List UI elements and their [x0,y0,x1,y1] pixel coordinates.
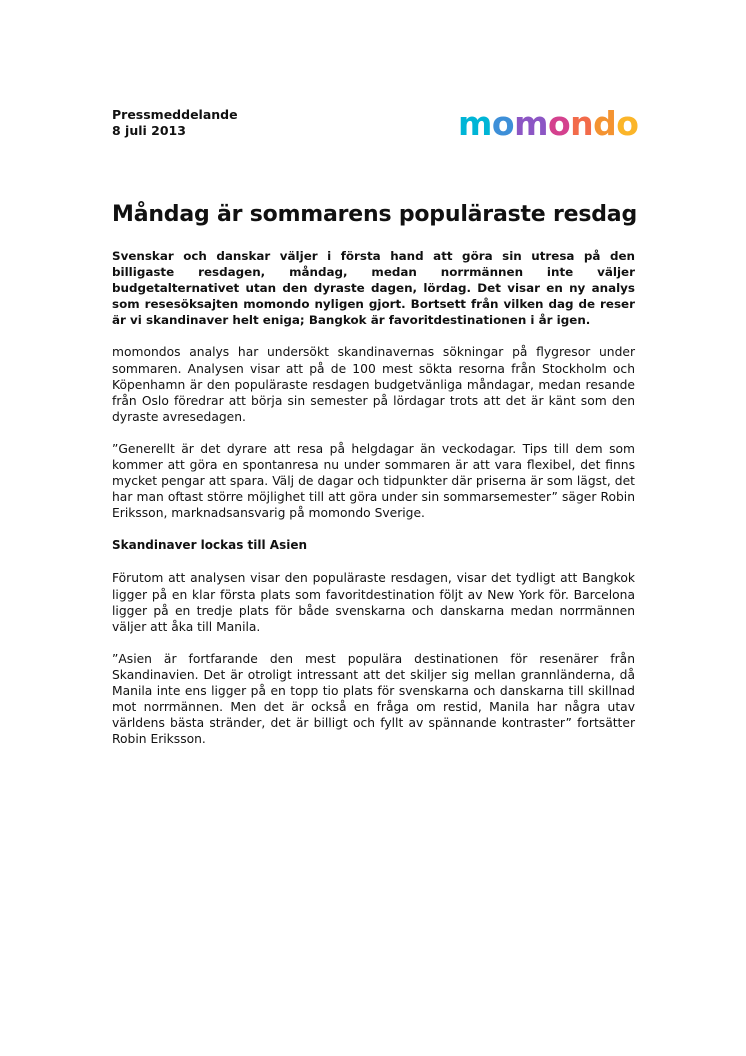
lead-paragraph: Svenskar och danskar väljer i första hand att göra sin utresa på den billigaste resdagen, måndag, medan norrmännen inte väljer budgetalternativet utan den dyraste dagen, lördag. Det visar en ny analys som resesöksajten momondo nyligen gjort. Bortsett från vilken dag de reser är vi skandinaver helt eniga; Bangkok är favoritdestinationen i år igen. [112,249,635,328]
logo-letter: o [547,104,571,143]
page-title: Måndag är sommarens populäraste resdag [112,202,637,227]
body-paragraph: Förutom att analysen visar den populäraste resdagen, visar det tydligt att Bangkok ligger på en klar första plats som favoritdestination följt av New York för. Barcelona ligger på en tredje plats för både svenskarna och danskarna medan norrmännen väljer att åka till Manila. [112,571,635,634]
logo-letter: d [593,104,617,143]
press-release-label: Pressmeddelande [112,107,238,122]
logo-letter: m [514,104,548,143]
section-heading: Skandinaver lockas till Asien [112,538,308,553]
momondo-logo [458,104,638,144]
body-paragraph: momondos analys har undersökt skandinavernas sökningar på flygresor under sommaren. Analysen visar att på de 100 mest sökta resorna från Stockholm och Köpenhamn är den populäraste resdagen budgetvänliga måndagar, medan resande från Oslo föredrar att börja sin semester på lördagar trots att det är känt som den dyraste avresedagen. [112,345,635,424]
header-meta [112,107,238,139]
press-release-date: 8 juli 2013 [112,123,186,138]
article-body [112,248,635,763]
logo-letter: n [570,104,594,143]
quote-paragraph: ”Asien är fortfarande den mest populära destinationen för resenärer från Skandinavien. Det är otroligt intressant att det skiljer sig mellan grannländerna, då Manila inte ens ligger på en topp tio plats för svenskarna och danskarna till skillnad mot norrmännen. Men det är också en fråga om restid, Manila har några utav världens bästa stränder, det är billigt och fyllt av spännande kontraster” fortsätter Robin Eriksson. [112,651,635,747]
logo-letter: m [458,104,492,143]
logo-letter: o [491,104,515,143]
quote-paragraph: ”Generellt är det dyrare att resa på helgdagar än veckodagar. Tips till dem som kommer att göra en spontanresa nu under sommaren är att vara flexibel, det finns mycket pengar att spara. Välj de dagar och tidpunkter där priserna är som lägst, det har man oftast större möjlighet till att göra under sin sommarsemester” säger Robin Eriksson, marknadsansvarig på momondo Sverige. [112,441,635,521]
logo-letter: o [616,104,639,143]
